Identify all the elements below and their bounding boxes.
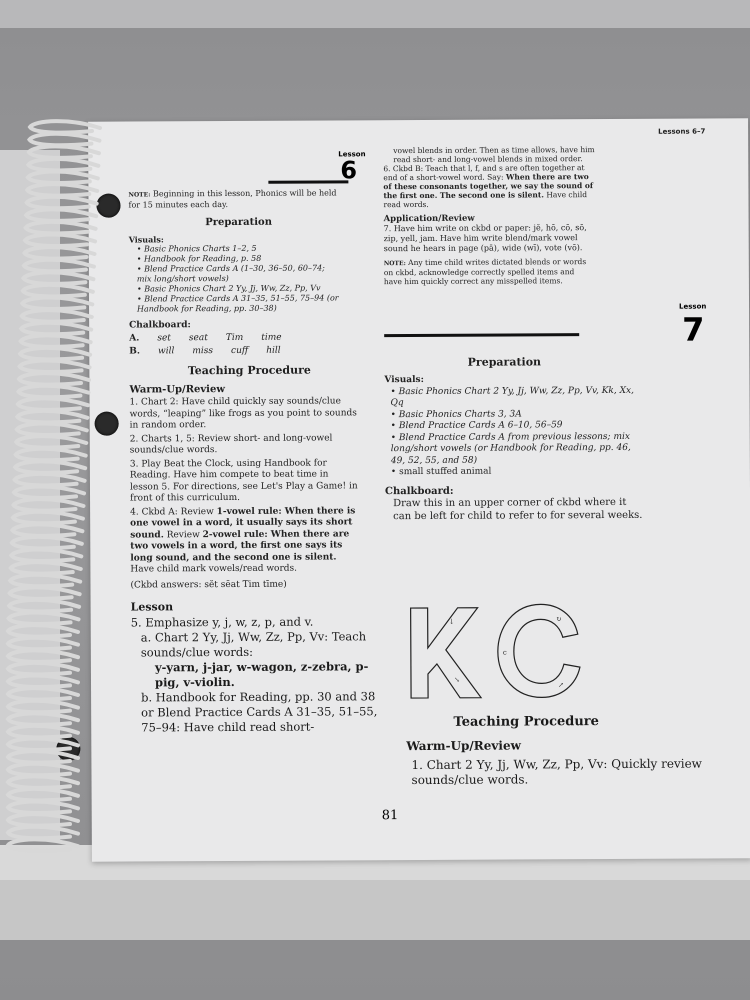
background-sheet — [0, 0, 750, 28]
spiral-coil — [27, 184, 97, 196]
spiral-coil — [8, 726, 78, 738]
warmup-item: 2. Charts 1, 5: Review short- and long-vowel sounds/clue words. — [129, 432, 333, 456]
spiral-coil — [26, 209, 96, 221]
warmup-item: 3. Play Beat the Clock, using Handbook for Reading. Have him compete to beat time in lesson 5. For directions, see Let's Play a Game! in front of this curriculum. — [129, 457, 358, 504]
svg-text:c: c — [502, 648, 507, 657]
lesson-item-5a: a. Chart 2 Yy, Jj, Ww, Zz, Pp, Vv: Teach sounds/clue words: — [140, 629, 367, 660]
spiral-coil — [15, 474, 85, 486]
lesson-label: Lesson — [679, 302, 707, 311]
workbook-page — [88, 118, 750, 861]
spiral-coil — [8, 701, 78, 713]
spiral-coil — [8, 802, 78, 814]
teaching-procedure-heading: Teaching Procedure — [187, 363, 311, 378]
lesson-rule — [268, 180, 348, 183]
spiral-coil — [8, 688, 78, 700]
spiral-coil — [8, 663, 78, 675]
chalk-row-a: A. set seat Tim time — [129, 332, 282, 344]
spiral-coil — [14, 499, 84, 511]
spiral-coil — [8, 789, 78, 801]
spiral-coil — [18, 386, 88, 398]
visual-item: • Basic Phonics Charts 3, 3A — [390, 408, 522, 420]
lesson-number: 6 — [340, 156, 358, 185]
item-7: 7. Have him write on ckbd or paper: jĕ, hō, cō, sō, zip, yell, jam. Have him write blend/mark vowel sound he hears in page (pā), wide (wī), vote (vō). — [383, 223, 587, 254]
spiral-coil — [12, 524, 82, 536]
continued-text: vowel blends in order. Then as time allows, have him read short- and long-vowel blends in mixed order. — [393, 145, 595, 165]
spiral-coil — [21, 335, 91, 347]
spiral-binding — [0, 118, 105, 858]
visual-item: • Handbook for Reading, p. 58 — [136, 253, 262, 264]
chalkboard-label: Chalkboard: — [384, 485, 454, 497]
svg-text:↘: ↘ — [453, 675, 460, 684]
visual-item: • Blend Practice Cards A 6–10, 56–59 — [390, 420, 563, 432]
chalk-row-b: B. will miss cuff hill — [129, 345, 281, 357]
spiral-coil — [16, 449, 86, 461]
spiral-coil — [9, 613, 79, 625]
spiral-coil — [10, 587, 80, 599]
kc-letters-illustration — [406, 599, 592, 700]
running-header: Lessons 6–7 — [658, 127, 706, 136]
spiral-coil — [29, 134, 99, 146]
spiral-coil — [8, 638, 78, 650]
item-6: 6. Ckbd B: Teach that l, f, and s are often together at end of a short-vowel word. Say: When there are two of these consonants together, we say the sound of the first one. The second one is silent. Have child read words. — [383, 163, 594, 210]
spiral-coil — [16, 436, 86, 448]
lesson-item-5: 5. Emphasize y, j, w, z, p, and v. — [130, 614, 314, 630]
spiral-coil — [8, 676, 78, 688]
spiral-coil — [29, 146, 99, 158]
spiral-coil — [23, 272, 93, 284]
spiral-coil — [8, 650, 78, 662]
application-heading: Application/Review — [383, 213, 475, 225]
spiral-coil — [25, 235, 95, 247]
ckbd-answers: (Ckbd answers: sĕt sēat Tim tīme) — [130, 579, 287, 591]
lesson-items — [131, 614, 392, 735]
lesson-number: 7 — [682, 310, 705, 349]
visual-item: • Basic Phonics Chart 2 Yy, Jj, Ww, Zz, Pp, Vv, Kk, Xx, Qq — [390, 385, 634, 409]
spiral-coil — [23, 285, 93, 297]
spiral-coil — [21, 323, 91, 335]
spiral-coil — [8, 827, 78, 839]
svg-text:↓: ↓ — [448, 617, 455, 626]
lesson6-note: NOTE: Beginning in this lesson, Phonics will be held for 15 minutes each day. — [128, 188, 337, 210]
spiral-coil — [18, 398, 88, 410]
svg-text:↻: ↻ — [555, 615, 562, 624]
spiral-coil — [22, 298, 92, 310]
application-note: NOTE: Any time child writes dictated blends or words on ckbd, acknowledge correctly spelled items and have him quickly correct any misspelled items. — [383, 257, 587, 287]
spiral-coil — [25, 247, 95, 259]
spiral-coil — [14, 487, 84, 499]
warmup-list — [130, 396, 361, 591]
visuals-list: Visuals: • Basic Phonics Chart 2 Yy, Jj, Ww, Zz, Pp, Vv, Kk, Xx, Qq • Basic Phonics Charts 3, 3A • Blend Practice Cards A 6–10, 56–59 • Blend Practice Cards A from previous lessons; mix long/short vowels (or Handbook for Reading, pp. 46, 49, 52, 55, and 58) • small stuffed animal — [384, 374, 645, 479]
spiral-coil — [8, 625, 78, 637]
lesson7-header — [384, 302, 714, 352]
spiral-coil — [17, 424, 87, 436]
lesson-heading: Lesson — [130, 600, 174, 614]
svg-text:↗: ↗ — [558, 681, 564, 690]
spiral-coil — [8, 739, 78, 751]
spiral-coil — [11, 562, 81, 574]
spiral-coil — [12, 537, 82, 549]
spiral-coil — [8, 839, 78, 851]
spiral-coil — [30, 121, 100, 133]
chalkboard-label: Chalkboard: — [129, 320, 191, 331]
spiral-coil — [17, 411, 87, 423]
visuals-list: Visuals: • Basic Phonics Charts 1–2, 5 • Handbook for Reading, p. 58 • Blend Practice Cards A (1–30, 36–50, 60–74; mix long/short vowels) • Basic Phonics Chart 2 Yy, Jj, Ww, Zz, Pp, Vv • Blend Practice Cards A 31–35, 51–55, 75–94 (or Handbook for Reading, pp. 30–38) — [128, 234, 339, 314]
spiral-coil — [8, 751, 78, 763]
lesson-rule — [384, 333, 579, 337]
visual-item: • Blend Practice Cards A 31–35, 51–55, 75–94 (or Handbook for Reading, pp. 30–38) — [136, 293, 339, 314]
warmup-item: 1. Chart 2: Have child quickly say sounds/clue words, “leaping” like frogs as you point to sounds in random order. — [129, 396, 357, 431]
warmup-heading: Warm-Up/Review — [129, 384, 225, 396]
spiral-coil — [19, 373, 89, 385]
spiral-coil — [8, 713, 78, 725]
spiral-coil — [8, 814, 78, 826]
warmup-item: 1. Chart 2 Yy, Jj, Ww, Zz, Pp, Vv: Quickly review sounds/clue words. — [411, 756, 702, 788]
spiral-coil — [11, 550, 81, 562]
preparation-heading: Preparation — [467, 355, 542, 369]
chalkboard-instructions: Draw this in an upper corner of ckbd where it can be left for child to refer to for several weeks. — [393, 496, 643, 522]
visual-item: • Basic Phonics Chart 2 Yy, Jj, Ww, Zz, Pp, Vv — [136, 283, 321, 294]
visual-item: • Blend Practice Cards A (1–30, 36–50, 60–74; mix long/short vowels) — [136, 263, 325, 284]
spiral-coil — [24, 260, 94, 272]
spiral-coil — [28, 172, 98, 184]
warmup-heading: Warm-Up/Review — [406, 738, 521, 754]
lesson-label: Lesson — [338, 150, 366, 159]
spiral-coil — [20, 348, 90, 360]
page-number: 81 — [381, 808, 399, 824]
visual-item: • Blend Practice Cards A from previous lessons; mix long/short vowels (or Handbook for Reading, pp. 46, 49, 52, 55, and 58) — [390, 431, 631, 466]
spiral-coil — [9, 600, 79, 612]
spiral-coil — [27, 197, 97, 209]
spiral-coil — [10, 575, 80, 587]
spiral-coil — [26, 222, 96, 234]
spiral-coil — [22, 310, 92, 322]
clue-words: y-yarn, j-jar, w-wagon, z-zebra, p-pig, v-violin. — [154, 659, 369, 690]
warmup-item-4: 4. Ckbd A: Review 1-vowel rule: When there is one vowel in a word, it usually says its short sound. Review 2-vowel rule: When there are two vowels in a word, the first one says its long sound, and the second one is silent. Have child mark vowels/read words. — [130, 505, 356, 575]
spiral-coil — [28, 159, 98, 171]
visual-item: • Basic Phonics Charts 1–2, 5 — [136, 243, 257, 254]
spiral-coil — [15, 461, 85, 473]
spiral-coil — [13, 512, 83, 524]
visual-item: • small stuffed animal — [390, 466, 492, 478]
spiral-coil — [20, 361, 90, 373]
right-column — [383, 128, 715, 788]
table-surface — [0, 880, 750, 940]
spiral-coil — [8, 764, 78, 776]
teaching-procedure-heading: Teaching Procedure — [453, 714, 599, 730]
preparation-heading: Preparation — [205, 216, 272, 229]
lesson-item-5b: b. Handbook for Reading, pp. 30 and 38 or Blend Practice Cards A 31–35, 51–55, 75–94: Have child read short- — [141, 689, 378, 735]
spiral-coil — [8, 776, 78, 788]
